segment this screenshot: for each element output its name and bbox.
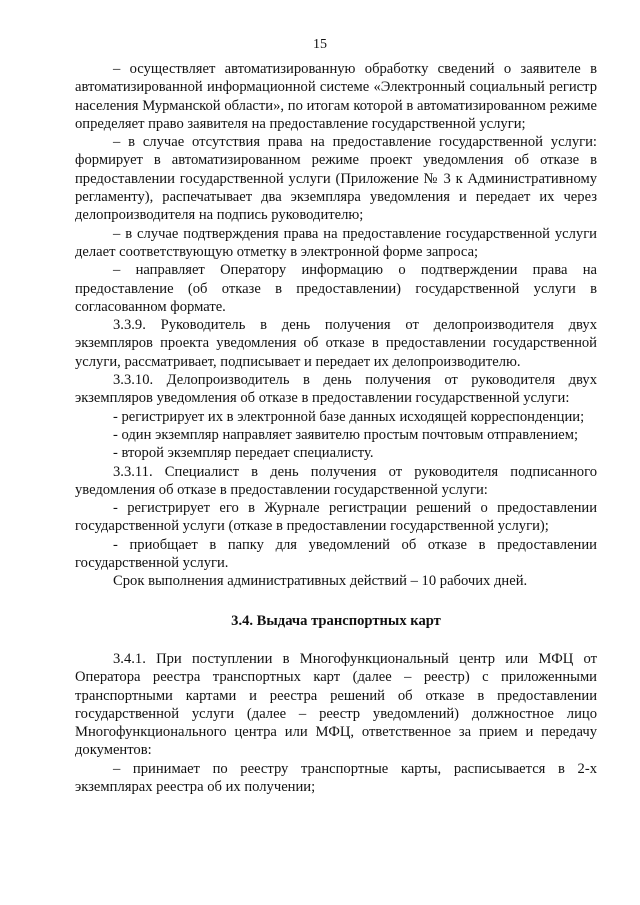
paragraph-right-confirmed: – в случае подтверждения права на предоставление государственной услуги делает соответствующую отметку в электронной форме запроса; [75, 225, 597, 260]
paragraph-attach-folder: - приобщает в папку для уведомлений об отказе в предоставлении государственной услуги. [75, 536, 597, 572]
paragraph-second-copy: - второй экземпляр передает специалисту. [113, 445, 374, 462]
page-number: 15 [313, 37, 327, 52]
paragraph-auto-processing: – осуществляет автоматизированную обработку сведений о заявителе в автоматизированной информационной системе «Электронный социальный регистр населения Мурманской области», по итогам которой в автоматизированном режиме определяет право заявителя на предоставление государственной услуги; [75, 61, 597, 132]
paragraph-register-journal: - регистрирует его в Журнале регистрации решений о предоставлении государственной услуги (отказе в предоставлении государственной услуги); [75, 500, 597, 535]
paragraph-send-to-applicant: - один экземпляр направляет заявителю простым почтовым отправлением; [113, 426, 579, 443]
paragraph-register-outgoing: - регистрирует их в электронной базе данных исходящей корреспонденции; [113, 408, 585, 425]
paragraph-3-3-10: 3.3.10. Делопроизводитель в день получения от руководителя двух экземпляров уведомления об отказе в предоставлении государственной услуги: [75, 372, 597, 407]
paragraph-3-3-9: 3.3.9. Руководитель в день получения от делопроизводителя двух экземпляров проекта уведомления об отказе в предоставлении государственной услуги, рассматривает, подписывает и передает их делопроизводителю. [75, 317, 597, 370]
document-body [75, 60, 597, 796]
paragraph-deadline: Срок выполнения административных действий – 10 рабочих дней. [113, 573, 528, 590]
paragraph-3-3-11: 3.3.11. Специалист в день получения от руководителя подписанного уведомления об отказе в предоставлении государственной услуги: [75, 463, 597, 498]
paragraph-accept-cards: – принимает по реестру транспортные карты, расписывается в 2-х экземплярах реестра об их получении; [75, 760, 597, 795]
paragraph-3-4-1: 3.4.1. При поступлении в Многофункциональный центр или МФЦ от Оператора реестра транспортных карт (далее – реестр) с приложенными транспортными картами и реестра решений об отказе в предоставлении государственной услуги (далее – реестр уведомлений) должностное лицо Многофункционального центра или МФЦ, ответственное за прием и передачу документов: [75, 650, 597, 759]
paragraph-no-right: – в случае отсутствия права на предоставление государственной услуги: формирует в автоматизированном режиме проект уведомления об отказе в предоставлении государственной услуги (Приложение № 3 к Административному регламенту), распечатывает два экземпляра уведомления и передает их через делопроизводителя на подпись руководителю; [75, 134, 597, 224]
section-heading: 3.4. Выдача транспортных карт [231, 612, 441, 629]
paragraph-send-to-operator: – направляет Оператору информацию о подтверждении права на предоставление (об отказе в предоставлении) государственной услуги в согласованном формате. [75, 262, 597, 315]
